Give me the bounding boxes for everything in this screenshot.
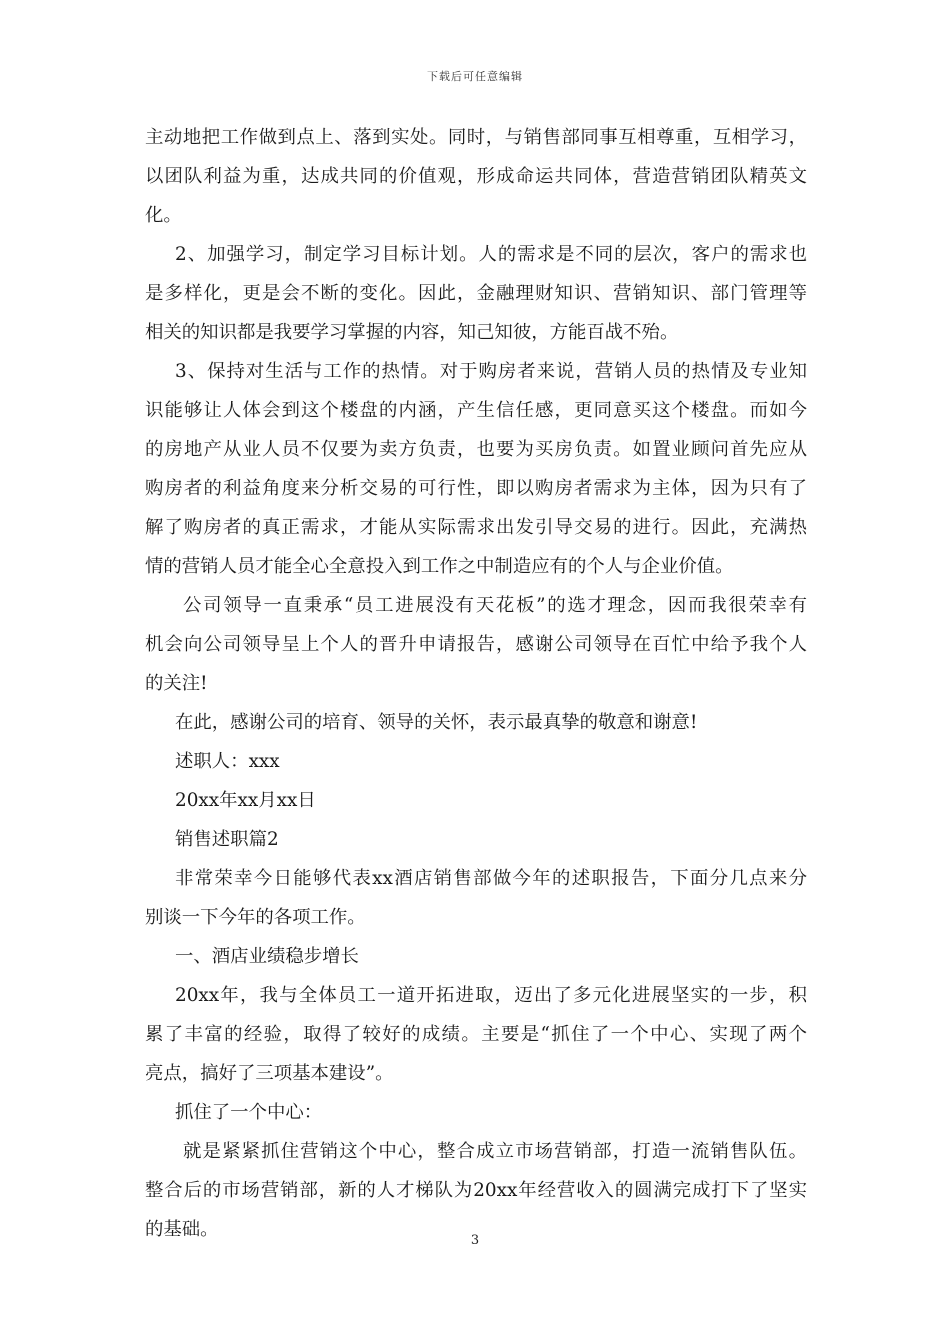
subheading: 抓住了一个中心： bbox=[175, 1102, 323, 1123]
text-line: 化。 bbox=[145, 205, 182, 226]
document-body bbox=[145, 118, 807, 1249]
subheading: 一、酒店业绩稳步增长 bbox=[175, 946, 359, 967]
text-line: 解了购房者的真正需求，才能从实际需求出发引导交易的进行。因此，充满热 bbox=[145, 517, 807, 538]
text-line: 在此，感谢公司的培育、领导的关怀，表示最真挚的敬意和谢意! bbox=[175, 712, 698, 733]
text-line: 非常荣幸今日能够代表xx酒店销售部做今年的述职报告，下面分几点来分 bbox=[175, 868, 807, 889]
date-line: 20xx年xx月xx日 bbox=[175, 790, 316, 811]
text-line: 是多样化，更是会不断的变化。因此，金融理财知识、营销知识、部门管理等 bbox=[145, 283, 807, 304]
section-title: 销售述职篇2 bbox=[175, 829, 279, 850]
text-line: 情的营销人员才能全心全意投入到工作之中制造应有的个人与企业价值。 bbox=[145, 556, 734, 577]
text-line: 亮点，搞好了三项基本建设”。 bbox=[145, 1063, 394, 1084]
text-line: 的关注! bbox=[145, 673, 208, 694]
text-line: 机会向公司领导呈上个人的晋升申请报告，感谢公司领导在百忙中给予我个人 bbox=[145, 634, 807, 655]
text-line: 的基础。 bbox=[145, 1219, 219, 1240]
text-line: 以团队利益为重，达成共同的价值观，形成命运共同体，营造营销团队精英文 bbox=[145, 166, 807, 187]
text-line: 20xx年，我与全体员工一道开拓进取，迈出了多元化进展坚实的一步，积 bbox=[175, 985, 807, 1006]
text-line: 累了丰富的经验，取得了较好的成绩。主要是“抓住了一个中心、实现了两个 bbox=[145, 1024, 807, 1045]
signature-line: 述职人：xxx bbox=[175, 751, 280, 772]
text-line: 3、保持对生活与工作的热情。对于购房者来说，营销人员的热情及专业知 bbox=[175, 361, 807, 382]
text-line: 购房者的利益角度来分析交易的可行性，即以购房者需求为主体，因为只有了 bbox=[145, 478, 807, 499]
text-line: 就是紧紧抓住营销这个中心，整合成立市场营销部，打造一流销售队伍。 bbox=[183, 1141, 807, 1162]
text-line: 2、加强学习，制定学习目标计划。人的需求是不同的层次，客户的需求也 bbox=[175, 244, 807, 265]
text-line: 的房地产从业人员不仅要为卖方负责，也要为买房负责。如置业顾问首先应从 bbox=[145, 439, 807, 460]
text-line: 整合后的市场营销部，新的人才梯队为20xx年经营收入的圆满完成打下了坚实 bbox=[145, 1180, 807, 1201]
text-line: 识能够让人体会到这个楼盘的内涵，产生信任感，更同意买这个楼盘。而如今 bbox=[145, 400, 807, 421]
page-number: 3 bbox=[470, 1233, 480, 1248]
text-line: 主动地把工作做到点上、落到实处。同时，与销售部同事互相尊重，互相学习， bbox=[145, 127, 807, 148]
header-note: 下载后可任意编辑 bbox=[427, 70, 523, 83]
text-line: 别谈一下今年的各项工作。 bbox=[145, 907, 366, 928]
text-line: 相关的知识都是我要学习掌握的内容，知己知彼，方能百战不殆。 bbox=[145, 322, 679, 343]
text-line: 公司领导一直秉承“员工进展没有天花板”的选才理念，因而我很荣幸有 bbox=[183, 595, 807, 616]
